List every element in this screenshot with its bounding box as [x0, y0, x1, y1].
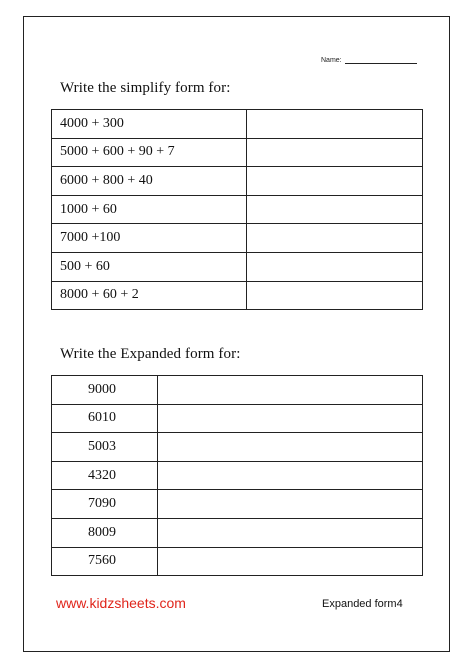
table-row [52, 461, 423, 490]
expanded-number: 9000 [52, 376, 158, 405]
expanded-table [51, 375, 423, 576]
simplify-expression: 7000 +100 [52, 224, 247, 253]
simplify-expression: 8000 + 60 + 2 [52, 281, 247, 310]
simplify-heading: Write the simplify form for: [60, 80, 231, 96]
table-row [52, 110, 423, 139]
table-row [52, 252, 423, 281]
table-row [52, 195, 423, 224]
answer-cell [247, 110, 423, 139]
answer-cell [158, 547, 423, 576]
expanded-heading: Write the Expanded form for: [60, 346, 241, 362]
website-link[interactable]: www.kidzsheets.com [56, 595, 186, 611]
table-row [52, 490, 423, 519]
simplify-expression: 6000 + 800 + 40 [52, 167, 247, 196]
simplify-expression: 5000 + 600 + 90 + 7 [52, 138, 247, 167]
simplify-table [51, 109, 423, 310]
table-row [52, 138, 423, 167]
table-row [52, 167, 423, 196]
expanded-number: 8009 [52, 518, 158, 547]
table-row [52, 547, 423, 576]
answer-cell [158, 404, 423, 433]
name-label: Name: [321, 57, 342, 64]
table-row [52, 433, 423, 462]
expanded-number: 7560 [52, 547, 158, 576]
name-field [321, 56, 417, 64]
table-row [52, 224, 423, 253]
worksheet-title: Expanded form4 [322, 598, 403, 610]
table-row [52, 518, 423, 547]
expanded-number: 4320 [52, 461, 158, 490]
answer-cell [247, 224, 423, 253]
table-row [52, 281, 423, 310]
simplify-expression: 500 + 60 [52, 252, 247, 281]
answer-cell [158, 518, 423, 547]
table-row [52, 376, 423, 405]
simplify-expression: 4000 + 300 [52, 110, 247, 139]
expanded-number: 5003 [52, 433, 158, 462]
answer-cell [247, 195, 423, 224]
expanded-number: 7090 [52, 490, 158, 519]
answer-cell [158, 376, 423, 405]
simplify-expression: 1000 + 60 [52, 195, 247, 224]
answer-cell [247, 167, 423, 196]
name-blank-line [345, 56, 417, 64]
answer-cell [158, 490, 423, 519]
answer-cell [247, 281, 423, 310]
table-row [52, 404, 423, 433]
expanded-number: 6010 [52, 404, 158, 433]
answer-cell [247, 138, 423, 167]
answer-cell [247, 252, 423, 281]
answer-cell [158, 461, 423, 490]
answer-cell [158, 433, 423, 462]
